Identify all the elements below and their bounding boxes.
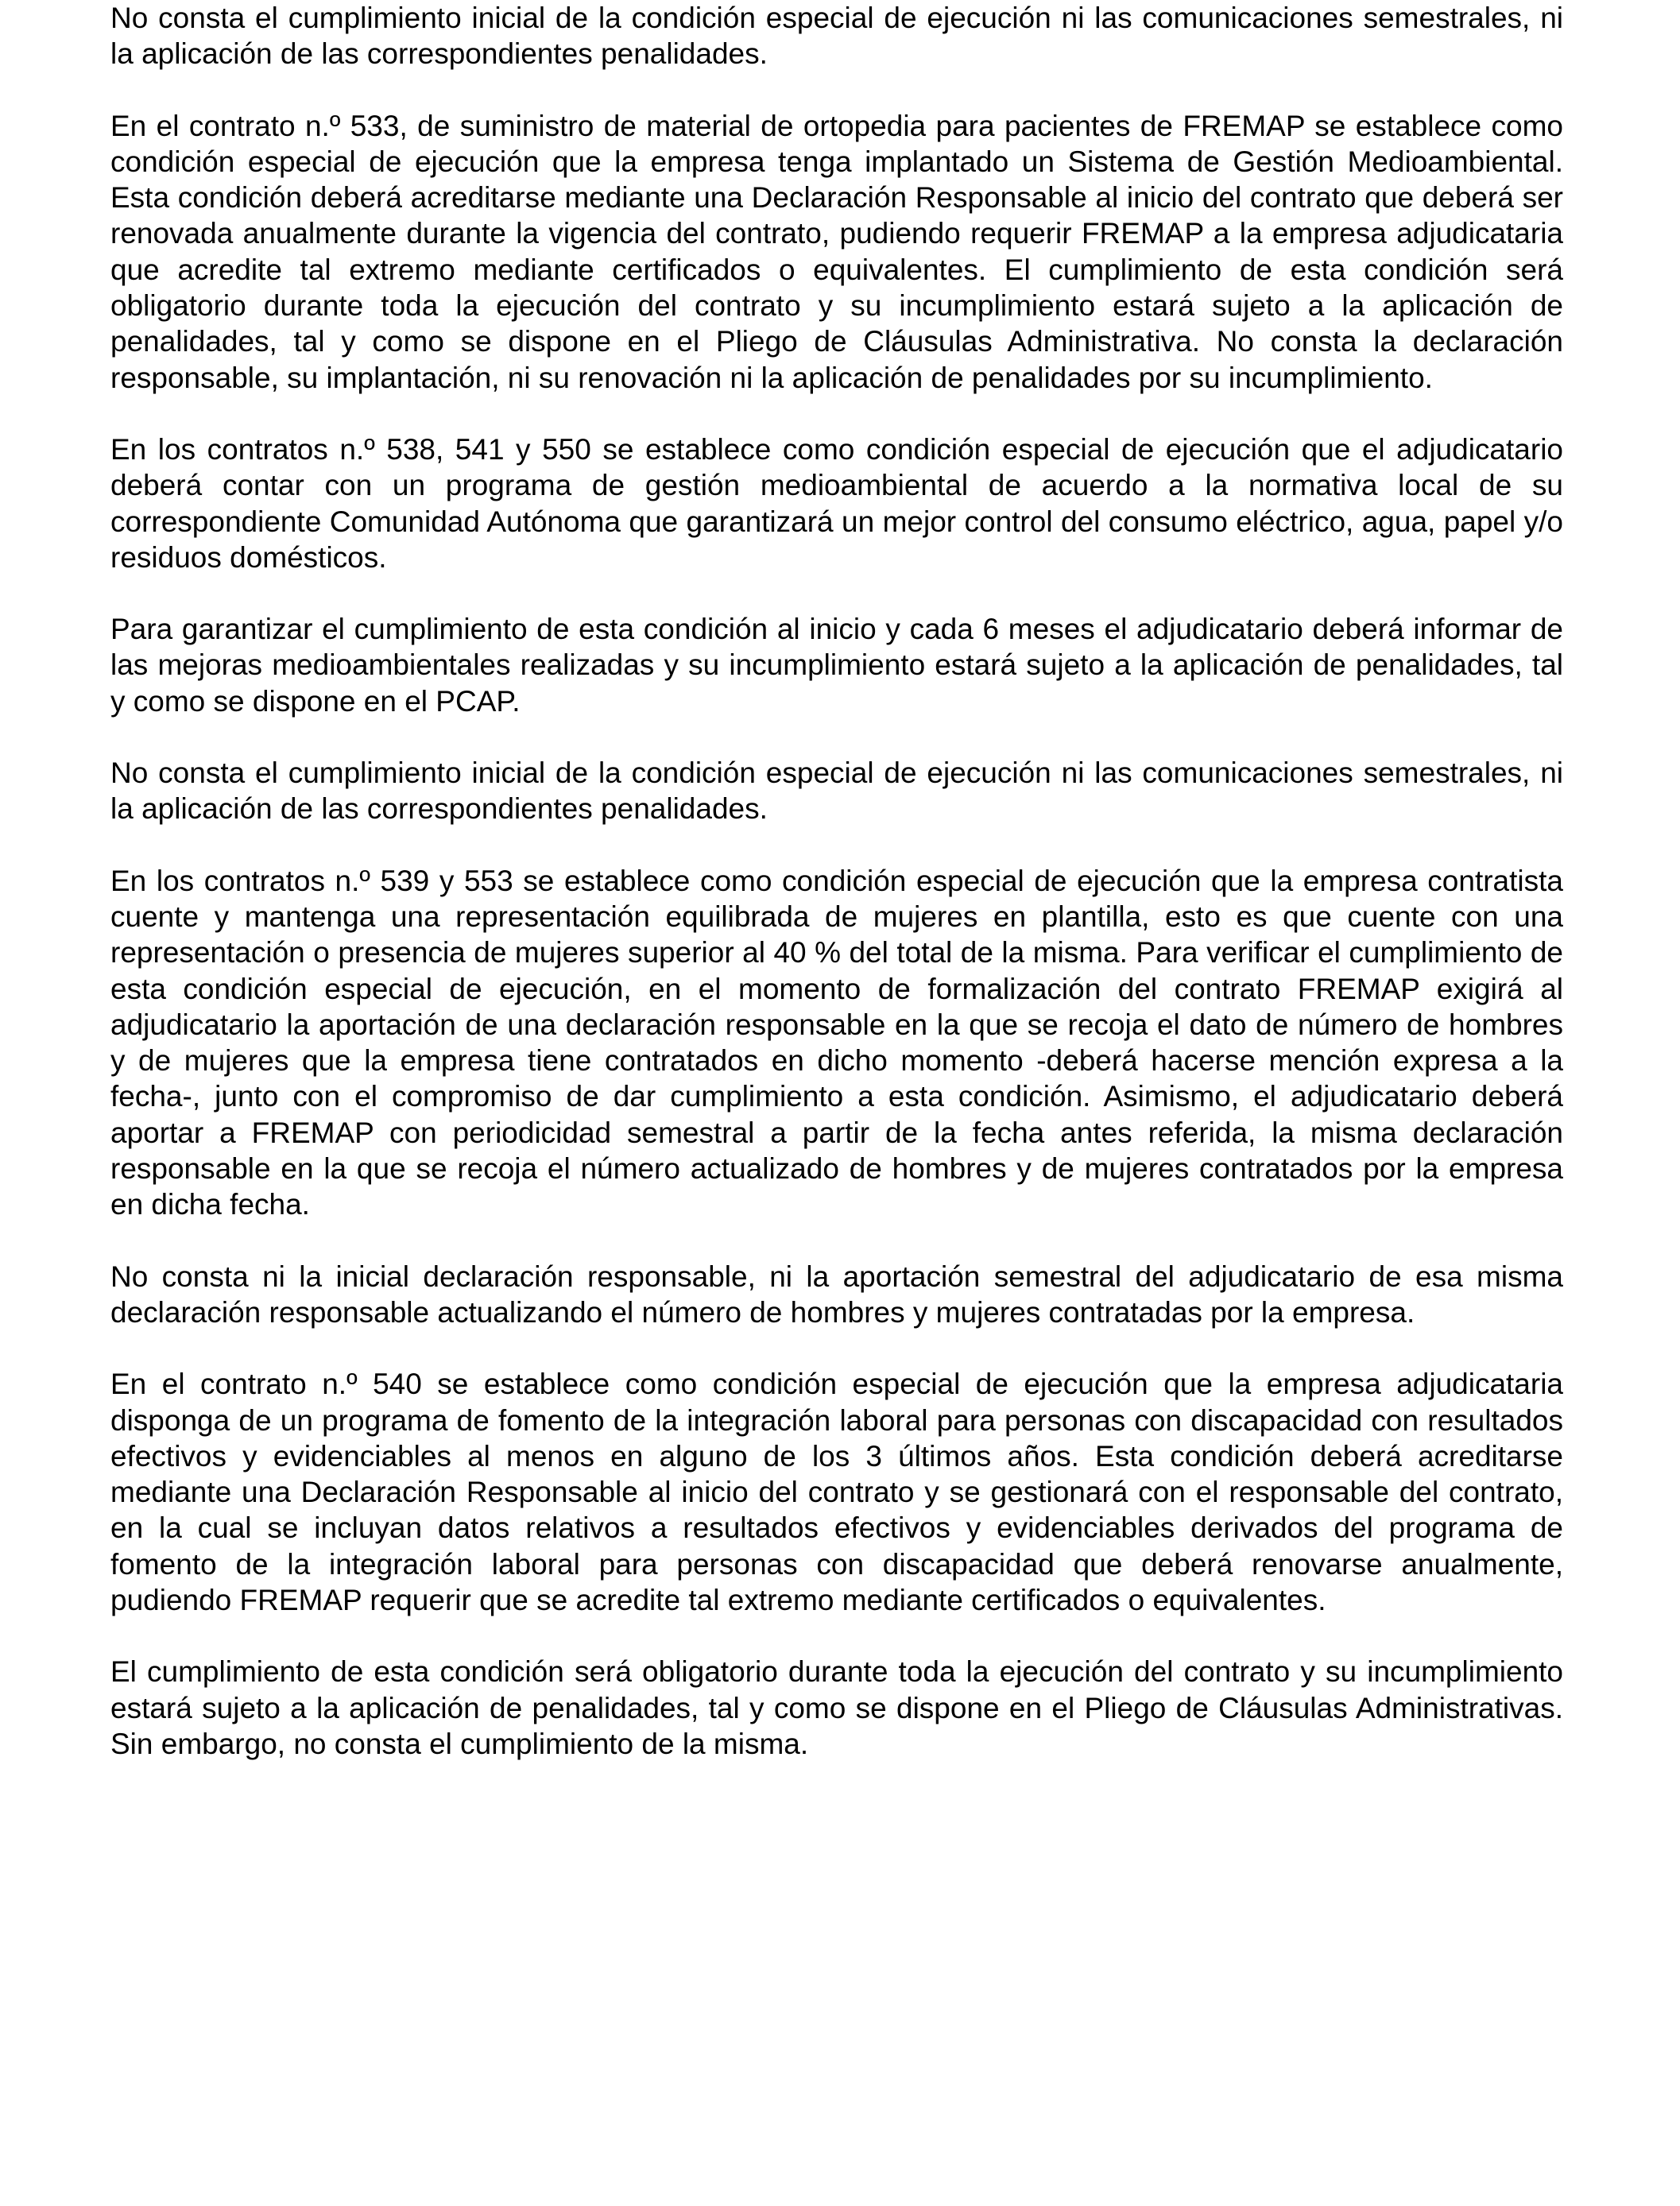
paragraph-2: En el contrato n.º 533, de suministro de material de ortopedia para pacientes de FREMAP se establece como condición especial de ejecución que la empresa tenga implantado un Sistema de Gestión Medioambiental. Esta condición deberá acreditarse mediante una Declaración Responsable al inicio del contrato que deberá ser renovada anualmente durante la vigencia del contrato, pudiendo requerir FREMAP a la empresa adjudicataria que acredite tal extremo mediante certificados o equivalentes. El cumplimiento de esta condición será obligatorio durante toda la ejecución del contrato y su incumplimiento estará sujeto a la aplicación de penalidades, tal y como se dispone en el Pliego de Cláusulas Administrativa. No consta la declaración responsable, su implantación, ni su renovación ni la aplicación de penalidades por su incumplimiento. (110, 109, 1563, 394)
paragraph-9: El cumplimiento de esta condición será obligatorio durante toda la ejecución del contrato y su incumplimiento estará sujeto a la aplicación de penalidades, tal y como se dispone en el Pliego de Cláusulas Administrativas. Sin embargo, no consta el cumplimiento de la misma. (110, 1655, 1563, 1760)
paragraph-7: No consta ni la inicial declaración responsable, ni la aportación semestral del adjudicatario de esa misma declaración responsable actualizando el número de hombres y mujeres contratadas por la empresa. (110, 1260, 1563, 1329)
document-page (110, 0, 1563, 1798)
paragraph-3: En los contratos n.º 538, 541 y 550 se establece como condición especial de ejecución que el adjudicatario deberá contar con un programa de gestión medioambiental de acuerdo a la normativa local de su correspondiente Comunidad Autónoma que garantizará un mejor control del consumo eléctrico, agua, papel y/o residuos domésticos. (110, 432, 1563, 574)
paragraph-1: No consta el cumplimiento inicial de la condición especial de ejecución ni las comunicaciones semestrales, ni la aplicación de las correspondientes penalidades. (110, 2, 1563, 71)
paragraph-8: En el contrato n.º 540 se establece como condición especial de ejecución que la empresa adjudicataria disponga de un programa de fomento de la integración laboral para personas con discapacidad con resultados efectivos y evidenciables al menos en alguno de los 3 últimos años. Esta condición deberá acreditarse mediante una Declaración Responsable al inicio del contrato y se gestionará con el responsable del contrato, en la cual se incluyan datos relativos a resultados efectivos y evidenciables derivados del programa de fomento de la integración laboral para personas con discapacidad que deberá renovarse anualmente, pudiendo FREMAP requerir que se acredite tal extremo mediante certificados o equivalentes. (110, 1368, 1563, 1616)
paragraph-6: En los contratos n.º 539 y 553 se establece como condición especial de ejecución que la empresa contratista cuente y mantenga una representación equilibrada de mujeres en plantilla, esto es que cuente con una representación o presencia de mujeres superior al 40 % del total de la misma. Para verificar el cumplimiento de esta condición especial de ejecución, en el momento de formalización del contrato FREMAP exigirá al adjudicatario la aportación de una declaración responsable en la que se recoja el dato de número de hombres y de mujeres que la empresa tiene contratados en dicho momento -deberá hacerse mención expresa a la fecha-, junto con el compromiso de dar cumplimiento a esta condición. Asimismo, el adjudicatario deberá aportar a FREMAP con periodicidad semestral a partir de la fecha antes referida, la misma declaración responsable en la que se recoja el número actualizado de hombres y de mujeres contratados por la empresa en dicha fecha. (110, 864, 1563, 1221)
paragraph-5: No consta el cumplimiento inicial de la condición especial de ejecución ni las comunicaciones semestrales, ni la aplicación de las correspondientes penalidades. (110, 757, 1563, 826)
paragraph-4: Para garantizar el cumplimiento de esta condición al inicio y cada 6 meses el adjudicatario deberá informar de las mejoras medioambientales realizadas y su incumplimiento estará sujeto a la aplicación de penalidades, tal y como se dispone en el PCAP. (110, 613, 1563, 718)
